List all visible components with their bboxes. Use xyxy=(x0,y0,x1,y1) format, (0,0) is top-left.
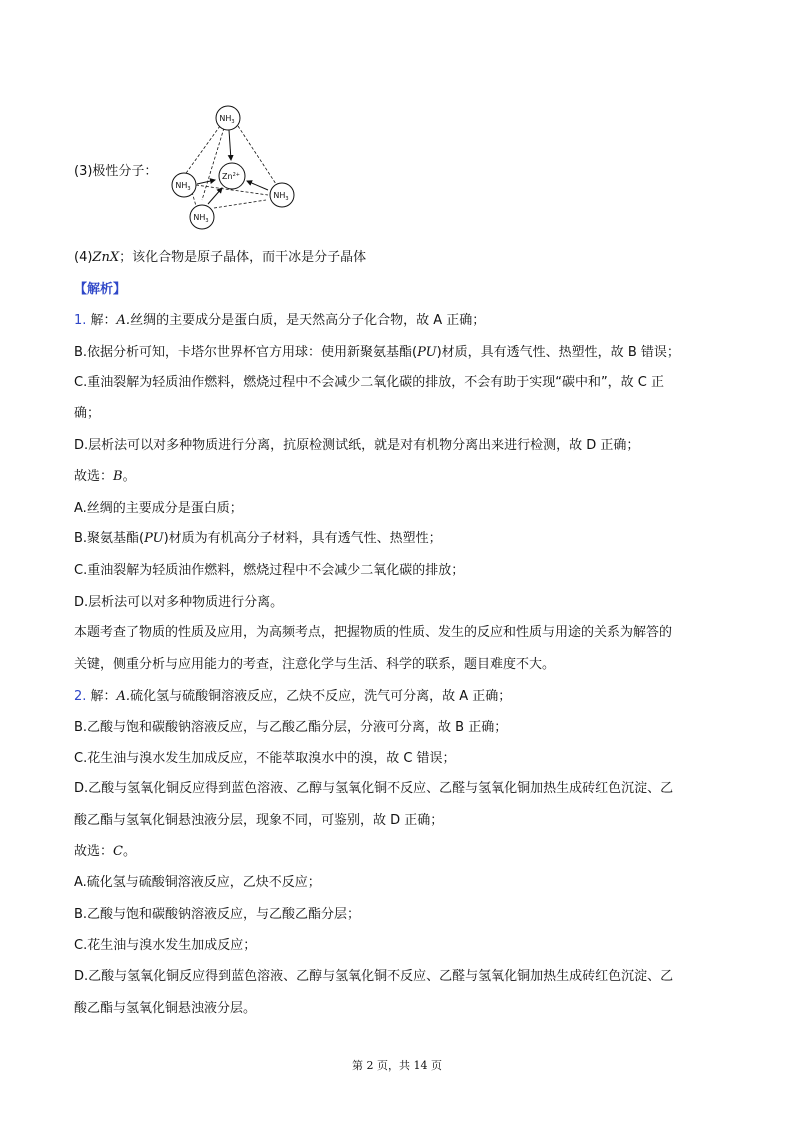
text-line: B.依据分析可知，卡塔尔世界杯官方用球：使用新聚氨基酯(PU)材质，具有透气性、热塑性，故 B 错误； xyxy=(74,345,680,360)
text-line: 故选：C。 xyxy=(74,844,136,859)
ligand-bottom-label: NH xyxy=(193,213,206,222)
q4-answer: (4)ZnX；该化合物是原子晶体，而干冰是分子晶体 xyxy=(74,250,367,265)
svg-text:NH3: $NH_3$ xyxy=(193,213,209,224)
text-line: A.丝绸的主要成分是蛋白质； xyxy=(74,501,243,516)
svg-text:NH3: $NH_3$ xyxy=(175,181,191,192)
text-line: 关键，侧重分析与应用能力的考查，注意化学与生活、科学的联系，题目难度不大。 xyxy=(74,657,556,672)
text-line: D.乙酸与氢氧化铜反应得到蓝色溶液、乙醇与氢氧化铜不反应、乙醛与氢氧化铜加热生成砖红色沉淀、乙 xyxy=(74,781,674,796)
ligand-top-label: NH xyxy=(219,114,232,123)
text-line: C.重油裂解为轻质油作燃料，燃烧过程中不会减少二氧化碳的排放； xyxy=(74,563,465,578)
q3-label: (3)极性分子： xyxy=(74,164,158,179)
text-line: B.乙酸与饱和碳酸钠溶液反应，与乙酸乙酯分层，分液可分离，故 B 正确； xyxy=(74,720,508,735)
text-line: 酸乙酯与氢氧化铜悬浊液分层，现象不同，可鉴别，故 D 正确； xyxy=(74,813,444,828)
text-line: 确； xyxy=(74,406,101,421)
ligand-right-label: NH xyxy=(273,191,286,200)
zn-nh3-complex-diagram xyxy=(160,100,310,235)
text-line: C.重油裂解为轻质油作燃料，燃烧过程中不会减少二氧化碳的排放，不会有助于实现“碳中和”，故 C 正 xyxy=(74,375,665,390)
text-line: D.层析法可以对多种物质进行分离，抗原检测试纸，就是对有机物分离出来进行检测，故 D 正确； xyxy=(74,438,640,453)
page-footer: 第 2 页，共 14 页 xyxy=(352,1059,442,1072)
text-line: D.层析法可以对多种物质进行分离。 xyxy=(74,595,284,610)
text-line: B.乙酸与饱和碳酸钠溶液反应，与乙酸乙酯分层； xyxy=(74,907,361,922)
text-line: C.花生油与溴水发生加成反应，不能萃取溴水中的溴，故 C 错误； xyxy=(74,751,456,766)
text-line: 1. 解：A.丝绸的主要成分是蛋白质，是天然高分子化合物，故 A 正确； xyxy=(74,313,486,328)
svg-text:NH3: $NH_3$ xyxy=(273,191,289,202)
ligand-left-label: NH xyxy=(175,181,188,190)
svg-text:NH3: $NH_3$ xyxy=(219,114,235,125)
text-line: 2. 解：A.硫化氢与硫酸铜溶液反应，乙炔不反应，洗气可分离，故 A 正确； xyxy=(74,689,512,704)
text-line: B.聚氨基酯(PU)材质为有机高分子材料，具有透气性、热塑性； xyxy=(74,531,442,546)
text-line: 故选：B。 xyxy=(74,469,136,484)
center-atom-label: Zn xyxy=(222,172,233,181)
svg-text:Zn2+: $Zn^{2+}$ xyxy=(222,172,240,181)
text-line: C.花生油与溴水发生加成反应； xyxy=(74,938,257,953)
text-line: D.乙酸与氢氧化铜反应得到蓝色溶液、乙醇与氢氧化铜不反应、乙醛与氢氧化铜加热生成砖红色沉淀、乙 xyxy=(74,969,674,984)
text-line: 酸乙酯与氢氧化铜悬浊液分层。 xyxy=(74,1001,257,1016)
text-line: A.硫化氢与硫酸铜溶液反应，乙炔不反应； xyxy=(74,875,321,890)
analysis-title: 【解析】 xyxy=(74,282,127,297)
text-line: 本题考查了物质的性质及应用，为高频考点，把握物质的性质、发生的反应和性质与用途的关系为解答的 xyxy=(74,625,673,640)
